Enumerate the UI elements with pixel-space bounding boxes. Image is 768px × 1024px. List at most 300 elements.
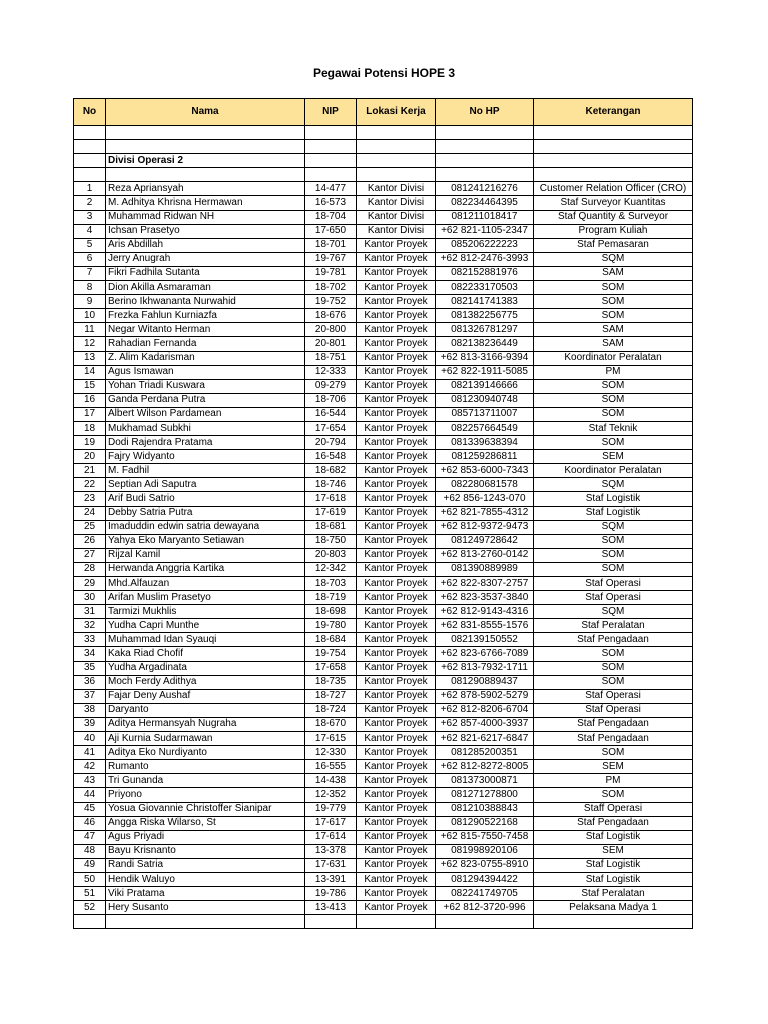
cell-nama: Hery Susanto <box>106 901 305 915</box>
table-row <box>74 788 693 802</box>
cell-nama: Randi Satria <box>106 858 305 872</box>
cell-lokasi: Kantor Proyek <box>357 464 436 478</box>
cell-keterangan: PM <box>534 774 693 788</box>
cell-nip: 18-750 <box>305 534 357 548</box>
cell-keterangan: SOM <box>534 647 693 661</box>
cell-no: 41 <box>74 746 106 760</box>
cell-lokasi: Kantor Proyek <box>357 788 436 802</box>
cell-nama: Ganda Perdana Putra <box>106 393 305 407</box>
cell-nama: Albert Wilson Pardamean <box>106 407 305 421</box>
cell-lokasi: Kantor Proyek <box>357 605 436 619</box>
cell-keterangan: Staf Quantity & Surveyor <box>534 210 693 224</box>
cell-no: 51 <box>74 887 106 901</box>
cell-nip: 20-801 <box>305 337 357 351</box>
cell-nip: 18-724 <box>305 703 357 717</box>
table-row <box>74 901 693 915</box>
table-row <box>74 492 693 506</box>
cell-keterangan: Staf Peralatan <box>534 887 693 901</box>
cell-hp: 081373000871 <box>436 774 534 788</box>
cell-keterangan: SEM <box>534 844 693 858</box>
cell-hp: +62 878-5902-5279 <box>436 689 534 703</box>
cell-keterangan: Staf Logistik <box>534 492 693 506</box>
cell-no: 17 <box>74 407 106 421</box>
cell-no: 23 <box>74 492 106 506</box>
empty-row <box>74 915 693 929</box>
table-row <box>74 379 693 393</box>
cell-nama: Moch Ferdy Adithya <box>106 675 305 689</box>
cell-keterangan: SAM <box>534 337 693 351</box>
cell-keterangan: Staf Pemasaran <box>534 238 693 252</box>
cell-keterangan: Staf Operasi <box>534 703 693 717</box>
cell-no: 2 <box>74 196 106 210</box>
cell-keterangan: Staf Pengadaan <box>534 816 693 830</box>
cell-hp: 082257664549 <box>436 421 534 435</box>
cell-keterangan: SOM <box>534 661 693 675</box>
cell-nip: 16-548 <box>305 450 357 464</box>
cell-no: 14 <box>74 365 106 379</box>
cell-hp: +62 831-8555-1576 <box>436 619 534 633</box>
cell-lokasi: Kantor Proyek <box>357 436 436 450</box>
cell-keterangan: SEM <box>534 450 693 464</box>
cell-no: 9 <box>74 295 106 309</box>
cell-nama: Muhammad Ridwan NH <box>106 210 305 224</box>
table-row <box>74 746 693 760</box>
table-row <box>74 534 693 548</box>
cell-nip: 19-786 <box>305 887 357 901</box>
cell-keterangan: Staf Logistik <box>534 872 693 886</box>
table-row <box>74 858 693 872</box>
cell-nama: Yudha Capri Munthe <box>106 619 305 633</box>
cell-keterangan: Staf Logistik <box>534 830 693 844</box>
cell-lokasi: Kantor Proyek <box>357 379 436 393</box>
cell-nama: Septian Adi Saputra <box>106 478 305 492</box>
cell-lokasi: Kantor Proyek <box>357 591 436 605</box>
cell-hp: 081241216276 <box>436 182 534 196</box>
cell-nip: 18-684 <box>305 633 357 647</box>
cell-nip: 19-752 <box>305 295 357 309</box>
cell-hp: 082139150552 <box>436 633 534 647</box>
cell-nip: 17-615 <box>305 732 357 746</box>
cell-no: 31 <box>74 605 106 619</box>
cell-lokasi: Kantor Proyek <box>357 337 436 351</box>
cell-hp: 081998920106 <box>436 844 534 858</box>
cell-nama: Bayu Krisnanto <box>106 844 305 858</box>
table-row <box>74 717 693 731</box>
table-row <box>74 182 693 196</box>
cell-lokasi: Kantor Proyek <box>357 577 436 591</box>
cell-nama: M. Adhitya Khrisna Hermawan <box>106 196 305 210</box>
table-row <box>74 872 693 886</box>
cell-keterangan: SOM <box>534 379 693 393</box>
table-row <box>74 281 693 295</box>
table-row <box>74 238 693 252</box>
cell-keterangan: Staf Surveyor Kuantitas <box>534 196 693 210</box>
empty-row <box>74 140 693 154</box>
section-label: Divisi Operasi 2 <box>106 154 305 168</box>
cell-nip: 17-619 <box>305 506 357 520</box>
header-no: No <box>74 99 106 126</box>
cell-no: 37 <box>74 689 106 703</box>
cell-no: 38 <box>74 703 106 717</box>
cell-keterangan: Staf Operasi <box>534 591 693 605</box>
cell-keterangan: SOM <box>534 295 693 309</box>
cell-no: 16 <box>74 393 106 407</box>
header-row <box>74 99 693 126</box>
cell-nama: Rumanto <box>106 760 305 774</box>
cell-keterangan: SQM <box>534 252 693 266</box>
cell-lokasi: Kantor Proyek <box>357 562 436 576</box>
cell-nip: 18-676 <box>305 309 357 323</box>
cell-nip: 19-754 <box>305 647 357 661</box>
cell-nama: Rijzal Kamil <box>106 548 305 562</box>
cell-hp: +62 822-8307-2757 <box>436 577 534 591</box>
cell-nip: 18-727 <box>305 689 357 703</box>
cell-hp: +62 823-3537-3840 <box>436 591 534 605</box>
cell-nip: 14-438 <box>305 774 357 788</box>
cell-hp: 081259286811 <box>436 450 534 464</box>
cell-nip: 19-767 <box>305 252 357 266</box>
cell-nama: Berino Ikhwananta Nurwahid <box>106 295 305 309</box>
table-row <box>74 802 693 816</box>
cell-lokasi: Kantor Proyek <box>357 365 436 379</box>
cell-nama: Priyono <box>106 788 305 802</box>
cell-lokasi: Kantor Proyek <box>357 309 436 323</box>
cell-nip: 18-719 <box>305 591 357 605</box>
header-hp: No HP <box>436 99 534 126</box>
cell-no: 35 <box>74 661 106 675</box>
cell-nip: 18-698 <box>305 605 357 619</box>
table-row <box>74 520 693 534</box>
cell-hp: 082141741383 <box>436 295 534 309</box>
cell-keterangan: SQM <box>534 478 693 492</box>
cell-keterangan: Koordinator Peralatan <box>534 464 693 478</box>
cell-lokasi: Kantor Divisi <box>357 210 436 224</box>
cell-lokasi: Kantor Proyek <box>357 858 436 872</box>
cell-no: 6 <box>74 252 106 266</box>
cell-nip: 12-330 <box>305 746 357 760</box>
cell-keterangan: Staf Logistik <box>534 858 693 872</box>
cell-lokasi: Kantor Proyek <box>357 393 436 407</box>
cell-hp: +62 823-6766-7089 <box>436 647 534 661</box>
header-nip: NIP <box>305 99 357 126</box>
cell-no: 46 <box>74 816 106 830</box>
table-row <box>74 675 693 689</box>
cell-nama: Mhd.Alfauzan <box>106 577 305 591</box>
cell-hp: +62 812-8206-6704 <box>436 703 534 717</box>
cell-hp: +62 813-7932-1711 <box>436 661 534 675</box>
cell-nama: Yohan Triadi Kuswara <box>106 379 305 393</box>
cell-nama: Tarmizi Mukhlis <box>106 605 305 619</box>
cell-lokasi: Kantor Divisi <box>357 196 436 210</box>
cell-no: 30 <box>74 591 106 605</box>
cell-keterangan: SOM <box>534 281 693 295</box>
cell-hp: 081211018417 <box>436 210 534 224</box>
cell-nip: 19-781 <box>305 266 357 280</box>
cell-no: 47 <box>74 830 106 844</box>
cell-nama: Muhammad Idan Syauqi <box>106 633 305 647</box>
cell-hp: +62 821-1105-2347 <box>436 224 534 238</box>
cell-lokasi: Kantor Proyek <box>357 717 436 731</box>
cell-nama: Yosua Giovannie Christoffer Sianipar <box>106 802 305 816</box>
cell-keterangan: Staf Operasi <box>534 689 693 703</box>
cell-nama: Tri Gunanda <box>106 774 305 788</box>
cell-hp: +62 821-6217-6847 <box>436 732 534 746</box>
cell-lokasi: Kantor Proyek <box>357 619 436 633</box>
cell-lokasi: Kantor Proyek <box>357 689 436 703</box>
cell-no: 33 <box>74 633 106 647</box>
cell-hp: 082233170503 <box>436 281 534 295</box>
cell-keterangan: Staf Pengadaan <box>534 732 693 746</box>
cell-hp: +62 822-1911-5085 <box>436 365 534 379</box>
cell-nama: Jerry Anugrah <box>106 252 305 266</box>
cell-no: 3 <box>74 210 106 224</box>
table-row <box>74 577 693 591</box>
cell-no: 49 <box>74 858 106 872</box>
cell-hp: 082234464395 <box>436 196 534 210</box>
table-row <box>74 605 693 619</box>
table-row <box>74 760 693 774</box>
cell-keterangan: Program Kuliah <box>534 224 693 238</box>
cell-nip: 19-779 <box>305 802 357 816</box>
cell-no: 1 <box>74 182 106 196</box>
cell-keterangan: SOM <box>534 393 693 407</box>
cell-keterangan: SOM <box>534 436 693 450</box>
cell-hp: 081326781297 <box>436 323 534 337</box>
cell-hp: +62 813-3166-9394 <box>436 351 534 365</box>
cell-nip: 13-391 <box>305 872 357 886</box>
cell-hp: 081339638394 <box>436 436 534 450</box>
table-row <box>74 591 693 605</box>
cell-nip: 14-477 <box>305 182 357 196</box>
cell-hp: +62 853-6000-7343 <box>436 464 534 478</box>
cell-lokasi: Kantor Proyek <box>357 830 436 844</box>
cell-no: 28 <box>74 562 106 576</box>
cell-hp: 081271278800 <box>436 788 534 802</box>
cell-lokasi: Kantor Proyek <box>357 548 436 562</box>
cell-lokasi: Kantor Proyek <box>357 520 436 534</box>
cell-no: 18 <box>74 421 106 435</box>
cell-nama: Debby Satria Putra <box>106 506 305 520</box>
table-row <box>74 887 693 901</box>
table-row <box>74 252 693 266</box>
cell-keterangan: SOM <box>534 562 693 576</box>
cell-no: 45 <box>74 802 106 816</box>
document-title: Pegawai Potensi HOPE 3 <box>312 66 456 80</box>
cell-keterangan: SQM <box>534 605 693 619</box>
cell-nip: 20-803 <box>305 548 357 562</box>
table-row <box>74 774 693 788</box>
header-nama: Nama <box>106 99 305 126</box>
cell-no: 42 <box>74 760 106 774</box>
cell-no: 27 <box>74 548 106 562</box>
cell-keterangan: SOM <box>534 675 693 689</box>
cell-hp: +62 813-2760-0142 <box>436 548 534 562</box>
employee-table <box>73 98 693 929</box>
cell-nama: M. Fadhil <box>106 464 305 478</box>
cell-lokasi: Kantor Proyek <box>357 901 436 915</box>
cell-lokasi: Kantor Proyek <box>357 703 436 717</box>
table-row <box>74 210 693 224</box>
cell-nip: 17-631 <box>305 858 357 872</box>
cell-nip: 16-544 <box>305 407 357 421</box>
cell-nama: Hendik Waluyo <box>106 872 305 886</box>
cell-no: 5 <box>74 238 106 252</box>
cell-nama: Viki Pratama <box>106 887 305 901</box>
cell-lokasi: Kantor Proyek <box>357 266 436 280</box>
cell-nip: 18-682 <box>305 464 357 478</box>
cell-hp: +62 821-7855-4312 <box>436 506 534 520</box>
cell-hp: 081382256775 <box>436 309 534 323</box>
cell-nip: 12-342 <box>305 562 357 576</box>
cell-no: 24 <box>74 506 106 520</box>
cell-nip: 17-617 <box>305 816 357 830</box>
cell-nip: 18-681 <box>305 520 357 534</box>
cell-nip: 13-413 <box>305 901 357 915</box>
cell-lokasi: Kantor Proyek <box>357 760 436 774</box>
cell-nama: Yudha Argadinata <box>106 661 305 675</box>
cell-hp: 081390889989 <box>436 562 534 576</box>
table-row <box>74 323 693 337</box>
cell-lokasi: Kantor Proyek <box>357 421 436 435</box>
table-row <box>74 337 693 351</box>
table-row <box>74 548 693 562</box>
cell-no: 19 <box>74 436 106 450</box>
table-row <box>74 830 693 844</box>
cell-nama: Z. Alim Kadarisman <box>106 351 305 365</box>
cell-lokasi: Kantor Proyek <box>357 774 436 788</box>
cell-hp: +62 823-0755-8910 <box>436 858 534 872</box>
cell-keterangan: Staf Logistik <box>534 506 693 520</box>
cell-no: 12 <box>74 337 106 351</box>
cell-nip: 17-614 <box>305 830 357 844</box>
cell-nip: 18-701 <box>305 238 357 252</box>
cell-keterangan: PM <box>534 365 693 379</box>
cell-nip: 18-746 <box>305 478 357 492</box>
cell-no: 39 <box>74 717 106 731</box>
cell-no: 44 <box>74 788 106 802</box>
cell-no: 40 <box>74 732 106 746</box>
cell-lokasi: Kantor Proyek <box>357 407 436 421</box>
cell-no: 32 <box>74 619 106 633</box>
cell-nama: Aji Kurnia Sudarmawan <box>106 732 305 746</box>
cell-nama: Arifan Muslim Prasetyo <box>106 591 305 605</box>
cell-lokasi: Kantor Proyek <box>357 281 436 295</box>
table-row <box>74 351 693 365</box>
table-row <box>74 661 693 675</box>
cell-lokasi: Kantor Proyek <box>357 534 436 548</box>
cell-hp: 082152881976 <box>436 266 534 280</box>
cell-keterangan: SOM <box>534 309 693 323</box>
cell-lokasi: Kantor Proyek <box>357 816 436 830</box>
cell-no: 50 <box>74 872 106 886</box>
table-row <box>74 407 693 421</box>
cell-nip: 20-800 <box>305 323 357 337</box>
cell-keterangan: SAM <box>534 323 693 337</box>
cell-nip: 17-654 <box>305 421 357 435</box>
cell-hp: 085206222223 <box>436 238 534 252</box>
table-row <box>74 450 693 464</box>
cell-keterangan: SOM <box>534 534 693 548</box>
table-row <box>74 703 693 717</box>
cell-nama: Fikri Fadhila Sutanta <box>106 266 305 280</box>
cell-no: 48 <box>74 844 106 858</box>
cell-nip: 18-735 <box>305 675 357 689</box>
cell-nama: Aditya Hermansyah Nugraha <box>106 717 305 731</box>
table-row <box>74 393 693 407</box>
cell-nip: 18-704 <box>305 210 357 224</box>
cell-nama: Rahadian Fernanda <box>106 337 305 351</box>
cell-nama: Yahya Eko Maryanto Setiawan <box>106 534 305 548</box>
table-row <box>74 421 693 435</box>
cell-no: 11 <box>74 323 106 337</box>
table-row <box>74 295 693 309</box>
cell-no: 8 <box>74 281 106 295</box>
cell-no: 7 <box>74 266 106 280</box>
table-row <box>74 224 693 238</box>
cell-hp: 081230940748 <box>436 393 534 407</box>
cell-nip: 13-378 <box>305 844 357 858</box>
cell-nama: Agus Ismawan <box>106 365 305 379</box>
cell-no: 36 <box>74 675 106 689</box>
cell-lokasi: Kantor Proyek <box>357 732 436 746</box>
table-row <box>74 506 693 520</box>
cell-nip: 18-670 <box>305 717 357 731</box>
cell-no: 20 <box>74 450 106 464</box>
table-row <box>74 689 693 703</box>
cell-keterangan: SOM <box>534 548 693 562</box>
cell-hp: +62 812-9143-4316 <box>436 605 534 619</box>
cell-lokasi: Kantor Proyek <box>357 675 436 689</box>
cell-nama: Ichsan Prasetyo <box>106 224 305 238</box>
cell-lokasi: Kantor Proyek <box>357 746 436 760</box>
cell-keterangan: Koordinator Peralatan <box>534 351 693 365</box>
cell-no: 10 <box>74 309 106 323</box>
table-row <box>74 816 693 830</box>
cell-nama: Frezka Fahlun Kurniazfa <box>106 309 305 323</box>
cell-nama: Kaka Riad Chofif <box>106 647 305 661</box>
cell-lokasi: Kantor Proyek <box>357 647 436 661</box>
cell-nama: Fajry Widyanto <box>106 450 305 464</box>
cell-no: 4 <box>74 224 106 238</box>
cell-lokasi: Kantor Proyek <box>357 887 436 901</box>
cell-keterangan: Staff Operasi <box>534 802 693 816</box>
cell-keterangan: Staf Operasi <box>534 577 693 591</box>
table-body <box>74 126 693 929</box>
table-row <box>74 647 693 661</box>
table-row <box>74 844 693 858</box>
table-row <box>74 196 693 210</box>
cell-no: 13 <box>74 351 106 365</box>
table-row <box>74 365 693 379</box>
cell-no: 15 <box>74 379 106 393</box>
cell-lokasi: Kantor Proyek <box>357 492 436 506</box>
cell-hp: +62 812-2476-3993 <box>436 252 534 266</box>
cell-keterangan: Staf Pengadaan <box>534 717 693 731</box>
cell-hp: +62 812-3720-996 <box>436 901 534 915</box>
cell-keterangan: SAM <box>534 266 693 280</box>
cell-nama: Dodi Rajendra Pratama <box>106 436 305 450</box>
cell-no: 34 <box>74 647 106 661</box>
cell-nip: 19-780 <box>305 619 357 633</box>
cell-lokasi: Kantor Proyek <box>357 351 436 365</box>
cell-hp: 082241749705 <box>436 887 534 901</box>
cell-nip: 18-702 <box>305 281 357 295</box>
cell-keterangan: SOM <box>534 407 693 421</box>
cell-hp: 082280681578 <box>436 478 534 492</box>
cell-no: 52 <box>74 901 106 915</box>
cell-keterangan: Staf Pengadaan <box>534 633 693 647</box>
cell-keterangan: SOM <box>534 788 693 802</box>
